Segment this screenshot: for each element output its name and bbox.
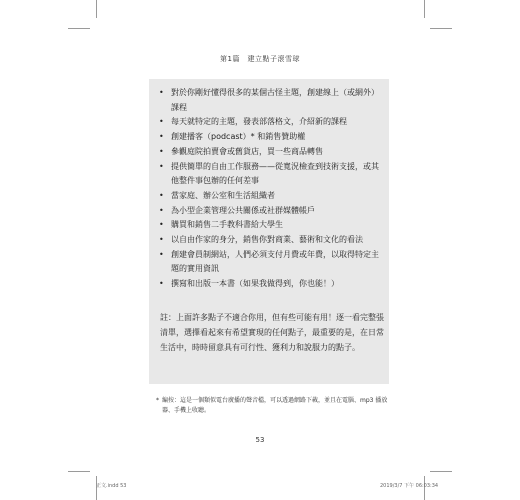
crop-mark (430, 471, 452, 472)
footnote-text: 編按：這是一個類似電台廣播的聲音檔，可以透過網路下載，並且在電腦、mp3 播放器、手機上收聽。 (162, 397, 388, 414)
list-item (149, 204, 381, 219)
list-item (149, 115, 381, 130)
bullet-icon: • (159, 117, 164, 127)
list-item-text: 創建播客（podcast）* 和銷售贊助權 (171, 132, 306, 142)
bullet-icon: • (159, 146, 164, 156)
bullet-icon: • (159, 279, 164, 289)
page-number: 53 (255, 436, 265, 444)
bullet-icon: • (159, 249, 164, 259)
running-header: 第1篇 建立點子滾雪球 (220, 55, 300, 63)
slug-left: 正文.indd 53 (96, 483, 127, 489)
list-item (149, 145, 381, 160)
list-item (149, 189, 381, 204)
bullet-icon: • (159, 205, 164, 215)
list-item-text: 對於你剛好懂得很多的某個古怪主題，創建線上（或網外）課程 (171, 88, 379, 112)
list-item-text: 每天就特定的主題，發表部落格文，介紹新的課程 (171, 117, 347, 127)
list-item (149, 130, 381, 145)
list-item-text: 購買和銷售二手教科書給大學生 (171, 220, 283, 230)
list-item-text: 為小型企業管理公共關係或社群媒體帳戶 (171, 205, 315, 215)
list-item (149, 86, 381, 115)
crop-mark (430, 28, 452, 29)
list-item-text: 參觀庭院拍賣會或舊貨店，買一些商品轉售 (171, 146, 323, 156)
list-item (149, 277, 381, 292)
list-item-text: 以自由作家的身分，銷售你對商業、藝術和文化的看法 (171, 235, 363, 245)
list-item (149, 248, 381, 277)
list-item-text: 撰寫和出版一本書（如果我做得到，你也能！） (171, 279, 339, 289)
idea-list (149, 86, 381, 292)
bullet-icon: • (159, 220, 164, 230)
crop-mark (96, 0, 97, 18)
bullet-icon: • (159, 88, 164, 97)
list-item-text: 提供簡單的自由工作服務——從寬況檢查到技術支援，或其他整件事包辦的任何差事 (171, 161, 379, 186)
bullet-icon: • (159, 190, 164, 200)
crop-mark (68, 471, 90, 472)
list-item (149, 218, 381, 233)
bullet-icon: • (159, 235, 164, 245)
crop-mark (68, 28, 90, 29)
list-item-text: 創建會員制網站，人們必須支付月費或年費，以取得特定主題的實用資訊 (171, 249, 379, 274)
slug-right: 2019/3/7 下午 06:03:34 (380, 483, 439, 489)
list-item-text: 當家庭、辦公室和生活組織者 (171, 190, 275, 200)
note-paragraph: 註：上面許多點子不適合你用，但有些可能有用！逐一看完整張清單，選擇看起來有希望實現的任何點子，最重要的是，在日常生活中，時時留意具有可行性、獲利力和說服力的點子。 (160, 313, 384, 352)
footnote (156, 396, 388, 416)
list-item (149, 233, 381, 248)
list-item (149, 160, 381, 189)
bullet-icon: • (159, 161, 164, 171)
bullet-icon: • (159, 132, 164, 142)
crop-mark (424, 0, 425, 18)
footnote-mark: * (156, 397, 159, 404)
